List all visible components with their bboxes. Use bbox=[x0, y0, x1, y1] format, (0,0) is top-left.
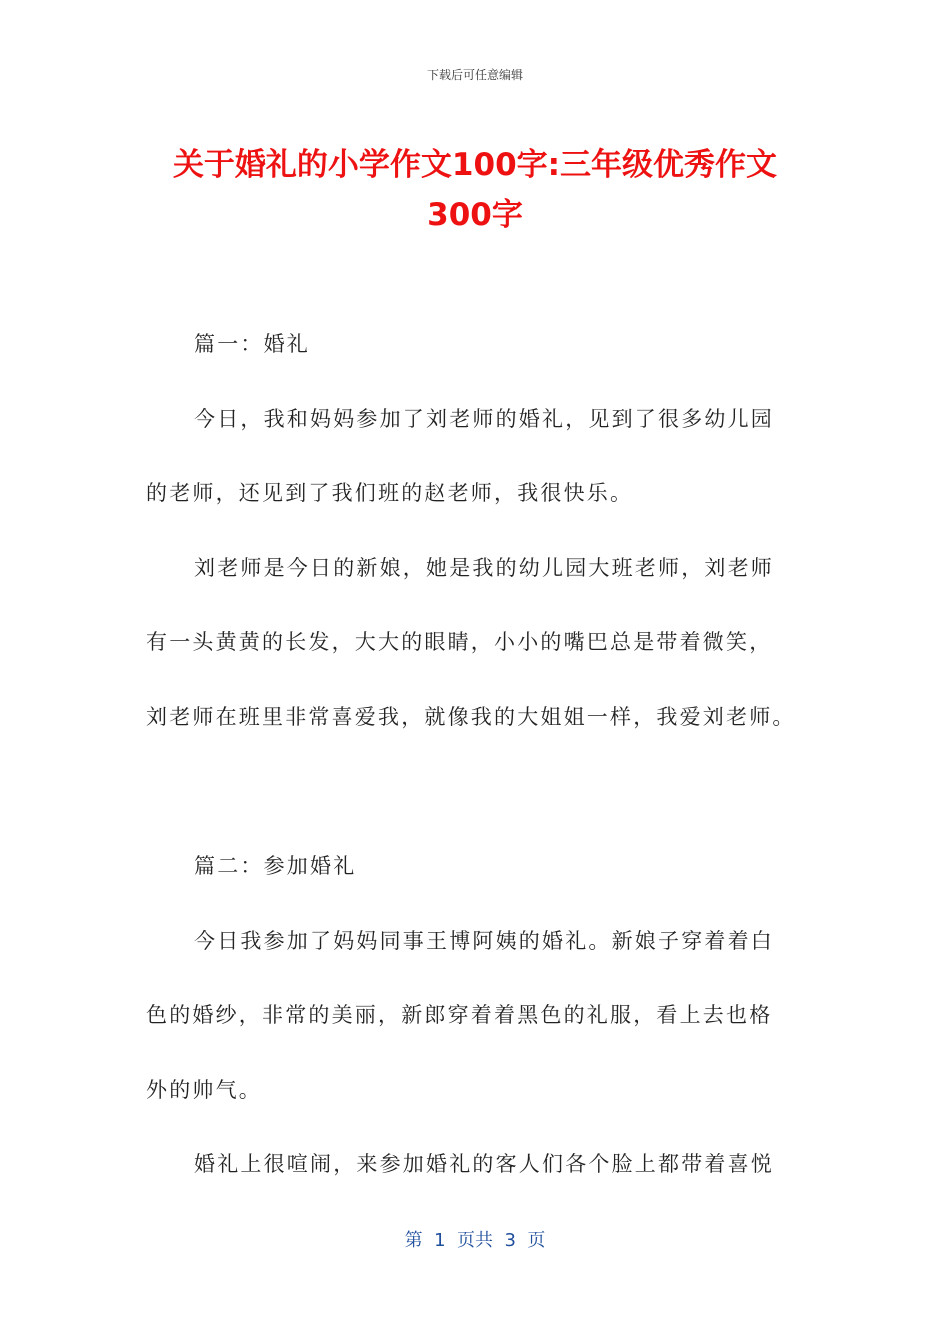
paragraph-line: 今日，我和妈妈参加了刘老师的婚礼，见到了很多幼儿园 bbox=[194, 406, 774, 431]
header-note: 下载后可任意编辑 bbox=[426, 68, 523, 82]
document-title bbox=[120, 140, 830, 240]
section-heading: 篇一：婚礼 bbox=[194, 332, 310, 356]
page-footer: 第 1 页共 3 页 bbox=[404, 1230, 546, 1251]
paragraph-line: 刘老师在班里非常喜爱我，就像我的大姐姐一样，我爱刘老师。 bbox=[146, 704, 796, 729]
section-heading: 篇二：参加婚礼 bbox=[194, 854, 357, 878]
title-line-2: 300字 bbox=[427, 197, 523, 233]
section-gap bbox=[146, 767, 816, 842]
paragraph-line: 色的婚纱，非常的美丽，新郎穿着着黑色的礼服，看上去也格 bbox=[146, 1003, 773, 1027]
document-body bbox=[146, 320, 816, 1215]
paragraph-line: 外的帅气。 bbox=[146, 1077, 262, 1102]
paragraph-line: 有一头黄黄的长发，大大的眼睛，小小的嘴巴总是带着微笑， bbox=[146, 630, 773, 654]
paragraph-line: 的老师，还见到了我们班的赵老师，我很快乐。 bbox=[146, 481, 634, 505]
paragraph-line: 刘老师是今日的新娘，她是我的幼儿园大班老师，刘老师 bbox=[194, 555, 774, 580]
paragraph-line: 今日我参加了妈妈同事王博阿姨的婚礼。新娘子穿着着白 bbox=[194, 928, 774, 953]
title-line-1: 关于婚礼的小学作文100字:三年级优秀作文 bbox=[172, 147, 778, 183]
paragraph-line: 婚礼上很喧闹，来参加婚礼的客人们各个脸上都带着喜悦 bbox=[194, 1152, 774, 1176]
